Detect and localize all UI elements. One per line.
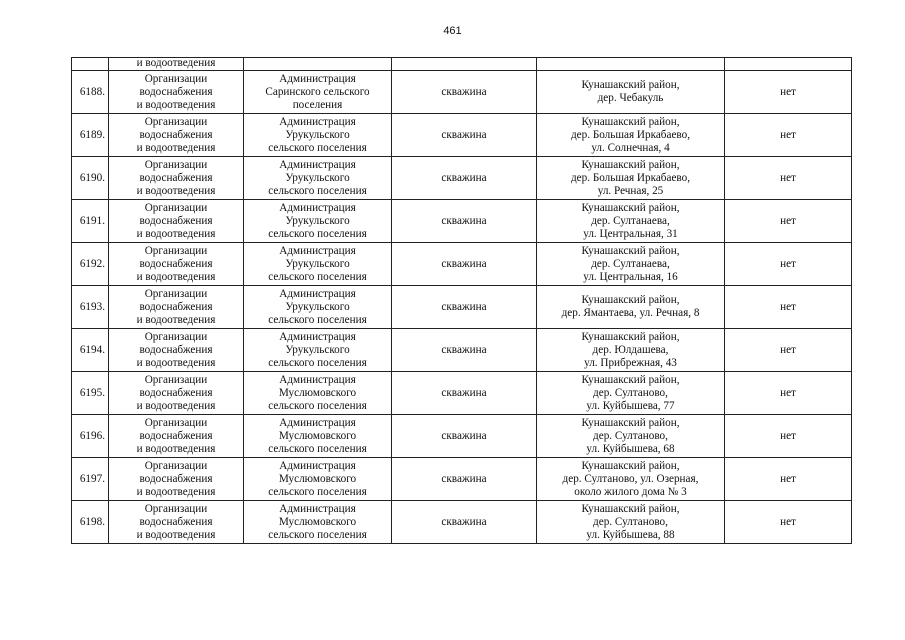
cell-administration: Администрация Муслюмовского сельского поселения [244,415,392,458]
table-row [72,200,852,243]
cell-address: Кунашакский район, дер. Султаново, ул. Озерная, около жилого дома № 3 [537,458,725,501]
cell-organization: Организации водоснабжения и водоотведения [109,458,244,501]
cell-address [537,58,725,71]
cell-number: 6190. [72,157,109,200]
cell-flag: нет [725,415,852,458]
table-body [72,58,852,544]
cell-flag [725,58,852,71]
cell-address: Кунашакский район, дер. Чебакуль [537,71,725,114]
cell-address: Кунашакский район, дер. Султанаева, ул. Центральная, 16 [537,243,725,286]
cell-administration: Администрация Урукульского сельского поселения [244,200,392,243]
page-number: 461 [443,25,462,37]
cell-object-type: скважина [392,200,537,243]
cell-organization: Организации водоснабжения и водоотведения [109,501,244,544]
cell-organization: Организации водоснабжения и водоотведения [109,372,244,415]
cell-administration: Администрация Муслюмовского сельского поселения [244,372,392,415]
table-row [72,458,852,501]
cell-flag: нет [725,157,852,200]
cell-address: Кунашакский район, дер. Султаново, ул. Куйбышева, 77 [537,372,725,415]
cell-object-type: скважина [392,329,537,372]
table-row-continuation [72,58,852,71]
table-row [72,329,852,372]
cell-administration: Администрация Саринского сельского поселения [244,71,392,114]
cell-administration: Администрация Урукульского сельского поселения [244,286,392,329]
table-row [72,286,852,329]
cell-administration: Администрация Урукульского сельского поселения [244,157,392,200]
cell-number: 6193. [72,286,109,329]
cell-object-type: скважина [392,71,537,114]
cell-number: 6197. [72,458,109,501]
cell-address: Кунашакский район, дер. Султаново, ул. Куйбышева, 68 [537,415,725,458]
table-row [72,372,852,415]
registry-table [71,57,852,544]
cell-administration: Администрация Муслюмовского сельского поселения [244,458,392,501]
cell-number: 6194. [72,329,109,372]
cell-object-type [392,58,537,71]
cell-flag: нет [725,243,852,286]
cell-object-type: скважина [392,415,537,458]
cell-organization: Организации водоснабжения и водоотведения [109,200,244,243]
table-row [72,415,852,458]
cell-number: 6189. [72,114,109,157]
table-row [72,71,852,114]
cell-address: Кунашакский район, дер. Большая Иркабаево, ул. Солнечная, 4 [537,114,725,157]
cell-organization: Организации водоснабжения и водоотведения [109,243,244,286]
cell-object-type: скважина [392,501,537,544]
table-row [72,114,852,157]
cell-administration [244,58,392,71]
cell-address: Кунашакский район, дер. Султанаева, ул. Центральная, 31 [537,200,725,243]
cell-object-type: скважина [392,372,537,415]
cell-object-type: скважина [392,458,537,501]
cell-object-type: скважина [392,157,537,200]
table-row [72,501,852,544]
cell-number: 6195. [72,372,109,415]
cell-administration: Администрация Урукульского сельского поселения [244,243,392,286]
cell-flag: нет [725,458,852,501]
cell-organization: Организации водоснабжения и водоотведения [109,286,244,329]
cell-organization: Организации водоснабжения и водоотведения [109,415,244,458]
cell-organization: Организации водоснабжения и водоотведения [109,71,244,114]
cell-object-type: скважина [392,114,537,157]
cell-number: 6198. [72,501,109,544]
cell-number: 6191. [72,200,109,243]
cell-number: 6196. [72,415,109,458]
cell-flag: нет [725,329,852,372]
cell-object-type: скважина [392,243,537,286]
cell-address: Кунашакский район, дер. Султаново, ул. Куйбышева, 88 [537,501,725,544]
table-row [72,243,852,286]
cell-number: 6192. [72,243,109,286]
cell-organization: и водоотведения [109,58,244,71]
cell-flag: нет [725,200,852,243]
cell-organization: Организации водоснабжения и водоотведения [109,329,244,372]
cell-organization: Организации водоснабжения и водоотведения [109,114,244,157]
cell-flag: нет [725,286,852,329]
cell-flag: нет [725,71,852,114]
cell-administration: Администрация Урукульского сельского поселения [244,114,392,157]
cell-flag: нет [725,372,852,415]
cell-address: Кунашакский район, дер. Ямантаева, ул. Речная, 8 [537,286,725,329]
cell-address: Кунашакский район, дер. Юлдашева, ул. Прибрежная, 43 [537,329,725,372]
cell-number [72,58,109,71]
cell-administration: Администрация Муслюмовского сельского поселения [244,501,392,544]
cell-object-type: скважина [392,286,537,329]
table-row [72,157,852,200]
cell-flag: нет [725,501,852,544]
cell-organization: Организации водоснабжения и водоотведения [109,157,244,200]
cell-address: Кунашакский район, дер. Большая Иркабаево, ул. Речная, 25 [537,157,725,200]
cell-flag: нет [725,114,852,157]
cell-number: 6188. [72,71,109,114]
cell-administration: Администрация Урукульского сельского поселения [244,329,392,372]
